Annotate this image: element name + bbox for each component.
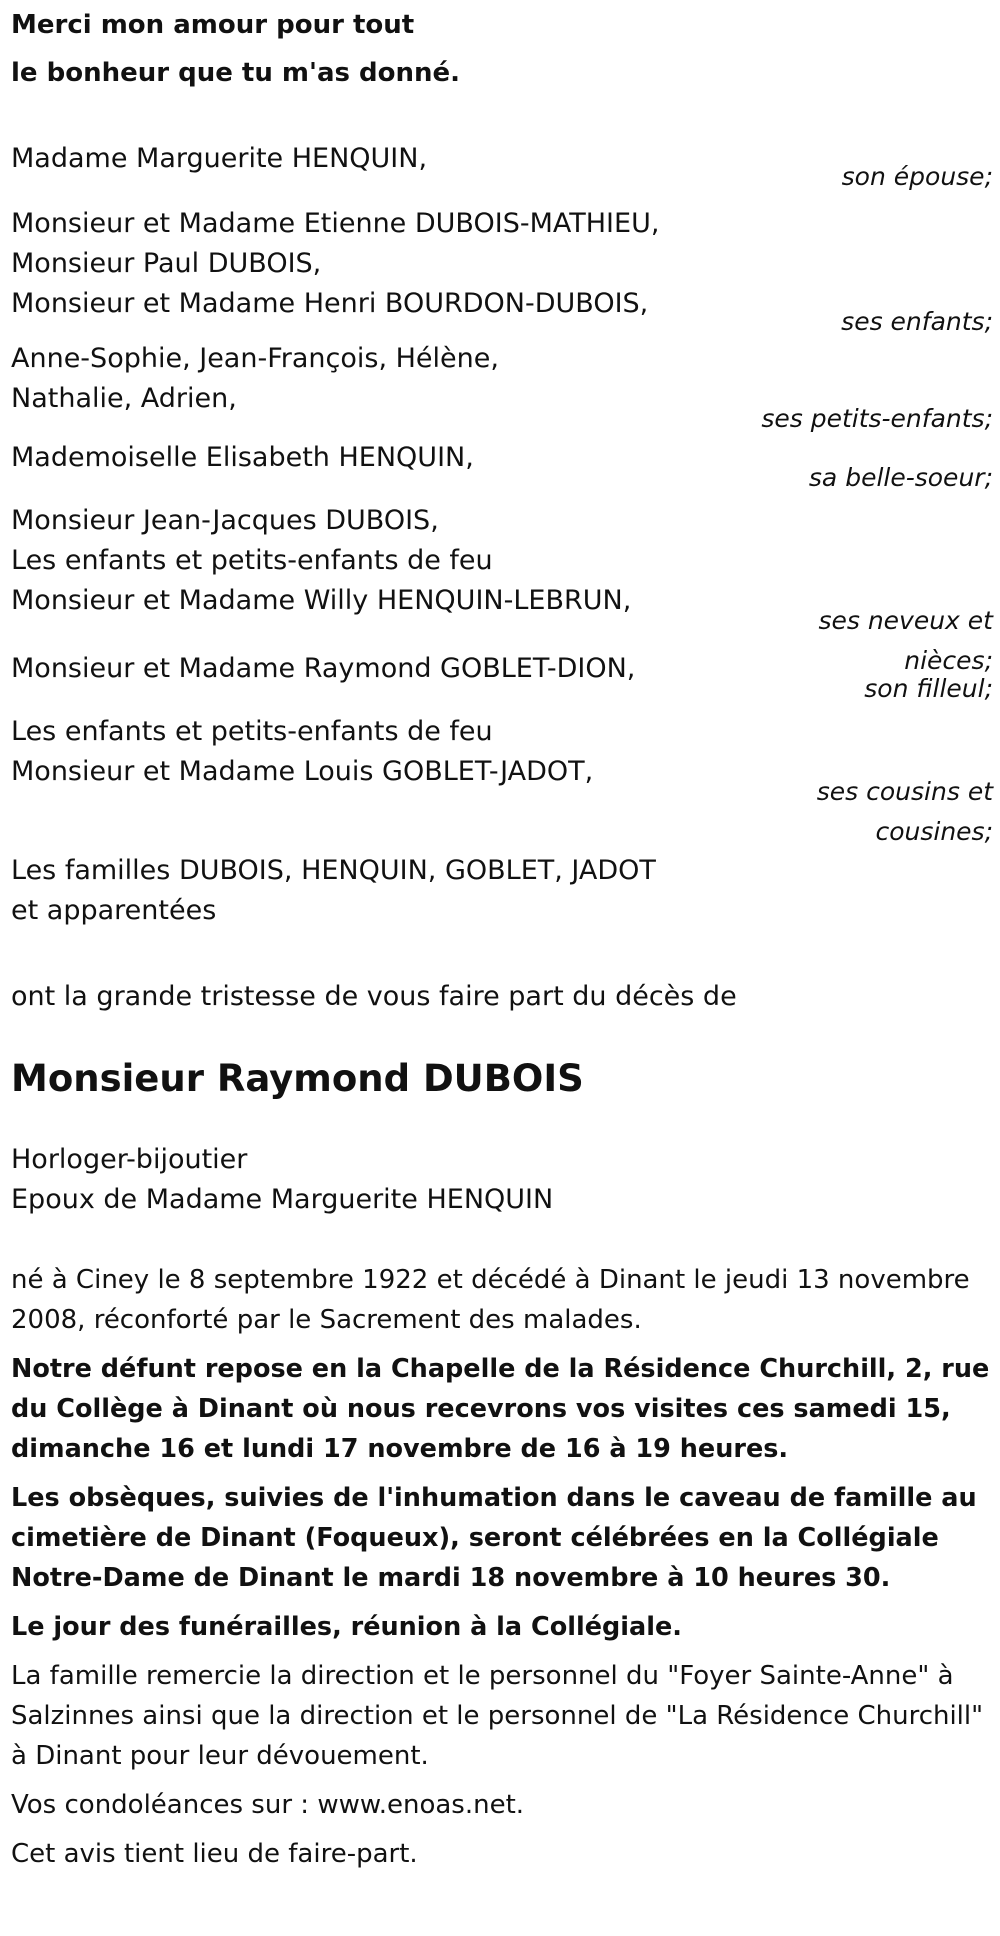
family-relation [761,399,993,439]
family-names [11,649,993,689]
family-group-spouse [11,139,993,191]
gathering-paragraph: Le jour des funérailles, réunion à la Collégiale. [11,1612,682,1642]
relation-line: son épouse; [841,162,993,191]
deceased-info [11,1140,993,1220]
family-relation [809,458,993,498]
family-name-line: Madame Marguerite HENQUIN, [11,143,428,174]
deceased-spouse: Epoux de Madame Marguerite HENQUIN [11,1184,554,1215]
family-name-line: Les familles DUBOIS, HENQUIN, GOBLET, JADOT [11,855,656,886]
relation-line: son filleul; [864,674,993,703]
intro-dedication [11,0,993,97]
family-name-line: Les enfants et petits-enfants de feu [11,716,493,747]
family-relation [841,302,993,342]
family-relation [817,772,993,852]
relation-line: nièces; [904,646,993,675]
relation-line: ses petits-enfants; [761,404,993,433]
family-name-line: Monsieur et Madame Raymond GOBLET-DION, [11,653,636,684]
funeral-paragraph: Les obsèques, suivies de l'inhumation dans le caveau de famille au cimetière de Dinant (Foqueux), seront célébrées en la Collégiale Notre-Dame de Dinant le mardi 18 novembre à 10 heures 30. [11,1483,977,1593]
deceased-name: Monsieur Raymond DUBOIS [11,1057,584,1100]
deceased-profession: Horloger-bijoutier [11,1144,248,1175]
family-name-line: et apparentées [11,895,217,926]
announcement: ont la grande tristesse de vous faire part du décès de [11,981,737,1012]
relation-line: sa belle-soeur; [808,463,993,492]
relation-line: cousines; [875,817,993,846]
notice-paragraph: Cet avis tient lieu de faire-part. [11,1839,418,1869]
birth-death-paragraph: né à Ciney le 8 septembre 1922 et décédé à Dinant le jeudi 13 novembre 2008, réconforté par le Sacrement des malades. [11,1265,970,1335]
condolences-paragraph: Vos condoléances sur : www.enoas.net. [11,1790,525,1820]
family-group-grandchildren [11,339,993,433]
family-group-godson [11,649,993,703]
family-name-line: Monsieur Paul DUBOIS, [11,248,322,279]
family-list [11,139,993,931]
family-name-line: Monsieur et Madame Louis GOBLET-JADOT, [11,756,594,787]
family-name-line: Monsieur et Madame Willy HENQUIN-LEBRUN, [11,585,632,616]
family-name-line: Monsieur Jean-Jacques DUBOIS, [11,505,439,536]
thanks-paragraph: La famille remercie la direction et le personnel du "Foyer Sainte-Anne" à Salzinnes ainsi que la direction et le personnel de "La Résidence Churchill" à Dinant pour leur dévouement. [11,1661,984,1771]
family-relation [864,669,993,709]
family-name-line: Anne-Sophie, Jean-François, Hélène, [11,343,499,374]
family-name-line: Mademoiselle Elisabeth HENQUIN, [11,442,474,473]
family-relation [842,157,993,197]
family-group-relatives [11,851,993,931]
family-name-line: Nathalie, Adrien, [11,383,237,414]
family-name-line: Monsieur et Madame Etienne DUBOIS-MATHIEU, [11,208,660,239]
family-group-sister-in-law [11,438,993,492]
relation-line: ses neveux et [818,606,993,635]
relation-line: ses cousins et [816,777,993,806]
family-name-line: Monsieur et Madame Henri BOURDON-DUBOIS, [11,288,649,319]
obituary-notice [11,0,993,1874]
family-group-cousins [11,712,993,846]
family-names [11,851,993,931]
intro-line-2: le bonheur que tu m'as donné. [11,58,461,88]
repose-paragraph: Notre défunt repose en la Chapelle de la Résidence Churchill, 2, rue du Collège à Dinant où nous recevrons vos visites ces samedi 15, dimanche 16 et lundi 17 novembre de 16 à 19 heures. [11,1354,990,1464]
family-group-children [11,204,993,336]
intro-line-1: Merci mon amour pour tout [11,10,415,40]
relation-line: ses enfants; [841,307,993,336]
family-name-line: Les enfants et petits-enfants de feu [11,545,493,576]
